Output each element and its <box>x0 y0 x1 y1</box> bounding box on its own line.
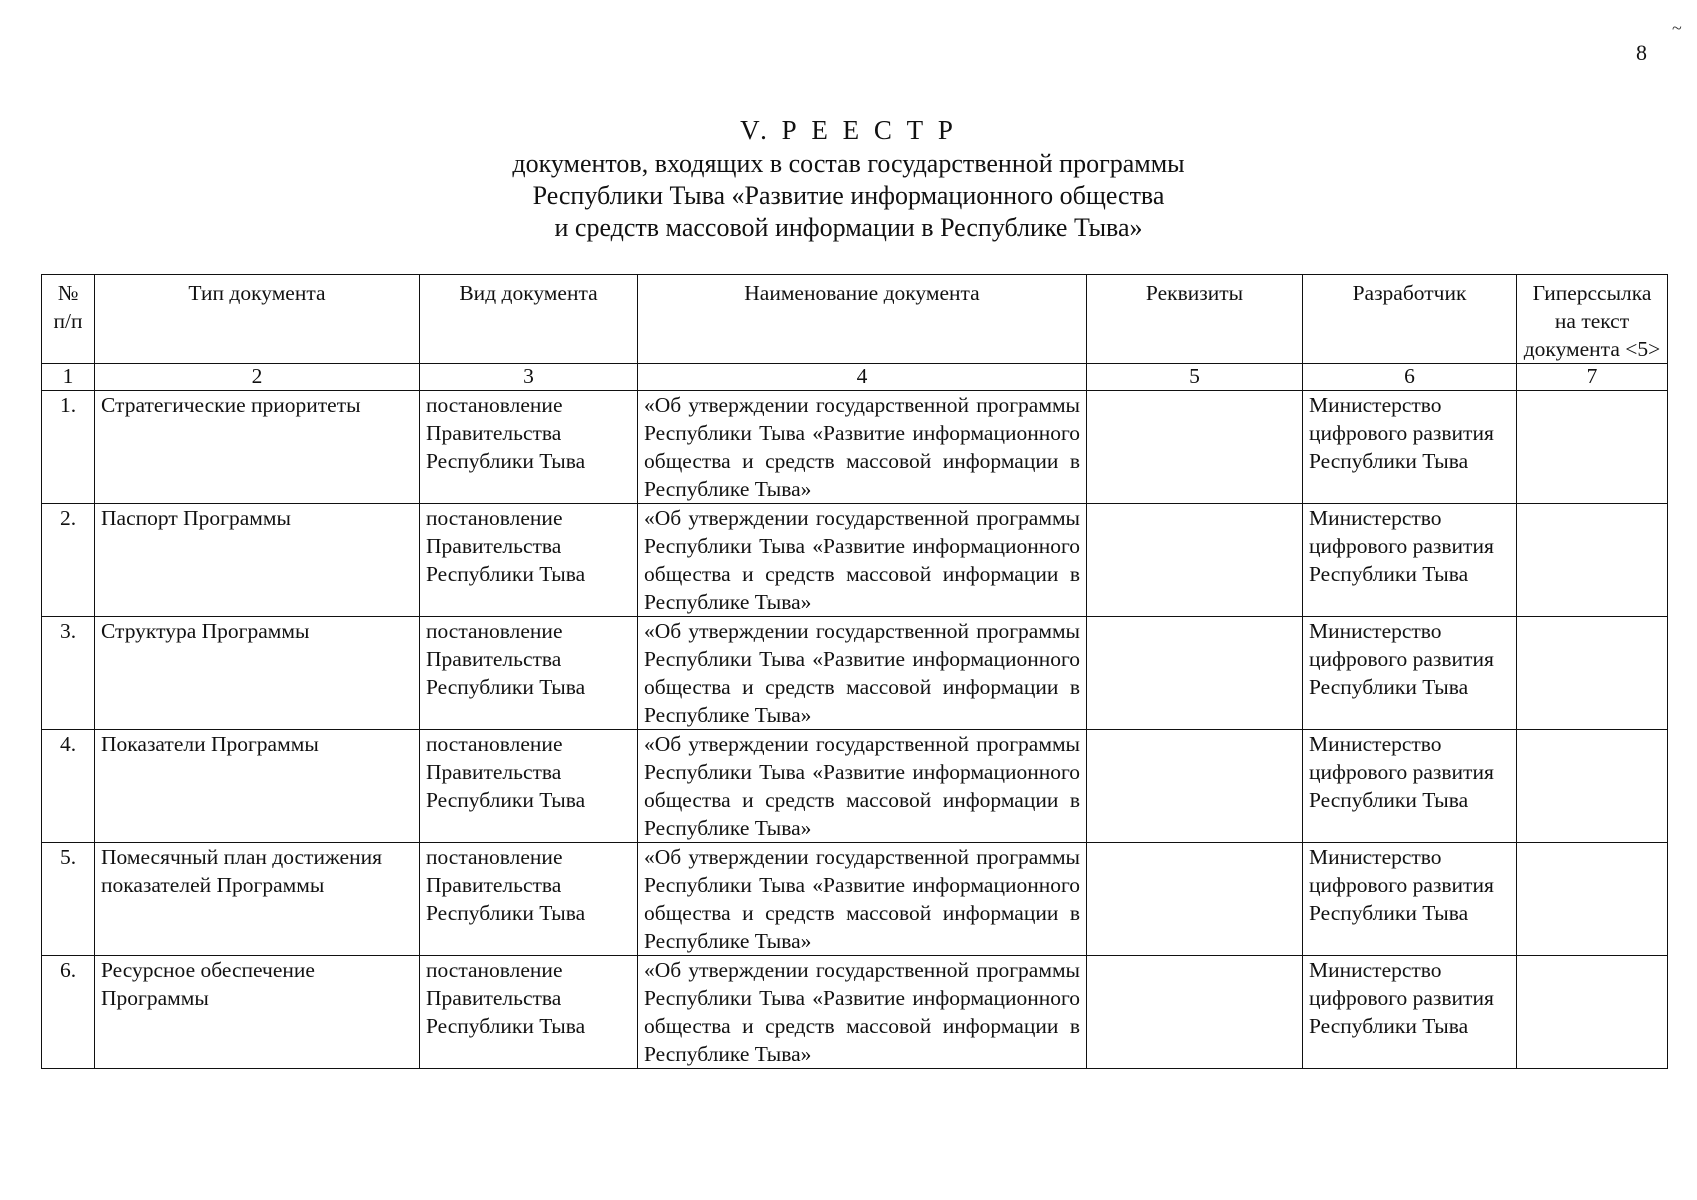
document-developer: Министерство цифрового развития Республики Тыва <box>1303 956 1517 1069</box>
column-number-row <box>42 364 1668 391</box>
header-cell-details: Реквизиты <box>1087 275 1303 364</box>
document-title <box>0 112 1697 244</box>
title-line-2: Республики Тыва «Развитие информационного общества <box>532 181 1165 210</box>
document-link <box>1517 956 1668 1069</box>
table-row <box>42 617 1668 730</box>
row-number: 6. <box>42 956 95 1069</box>
row-number: 3. <box>42 617 95 730</box>
corner-mark: ~ <box>1672 18 1682 38</box>
document-type: Стратегические приоритеты <box>95 391 420 504</box>
document-link <box>1517 391 1668 504</box>
table-row <box>42 391 1668 504</box>
column-number: 7 <box>1517 364 1668 391</box>
document-link <box>1517 843 1668 956</box>
column-number: 3 <box>420 364 638 391</box>
row-number: 2. <box>42 504 95 617</box>
header-cell-kind: Вид документа <box>420 275 638 364</box>
registry-table <box>41 274 1668 1069</box>
document-type: Структура Программы <box>95 617 420 730</box>
document-type: Паспорт Программы <box>95 504 420 617</box>
document-kind: постановление Правительства Республики Тыва <box>420 391 638 504</box>
header-cell-link: Гиперссылка на текст документа <5> <box>1517 275 1668 364</box>
document-developer: Министерство цифрового развития Республики Тыва <box>1303 504 1517 617</box>
title-line-1: документов, входящих в состав государственной программы <box>512 149 1185 178</box>
header-cell-type: Тип документа <box>95 275 420 364</box>
column-number: 2 <box>95 364 420 391</box>
header-cell-number: № п/п <box>42 275 95 364</box>
column-number: 4 <box>638 364 1087 391</box>
column-number: 6 <box>1303 364 1517 391</box>
document-type: Ресурсное обеспечение Программы <box>95 956 420 1069</box>
document-details <box>1087 956 1303 1069</box>
document-details <box>1087 730 1303 843</box>
document-kind: постановление Правительства Республики Тыва <box>420 956 638 1069</box>
header-cell-developer: Разработчик <box>1303 275 1517 364</box>
document-kind: постановление Правительства Республики Тыва <box>420 843 638 956</box>
document-name: «Об утверждении государственной программы Республики Тыва «Развитие информационного общества и средств массовой информации в Республике Тыва» <box>638 730 1087 843</box>
document-developer: Министерство цифрового развития Республики Тыва <box>1303 617 1517 730</box>
document-type: Показатели Программы <box>95 730 420 843</box>
document-kind: постановление Правительства Республики Тыва <box>420 617 638 730</box>
document-kind: постановление Правительства Республики Тыва <box>420 504 638 617</box>
document-link <box>1517 730 1668 843</box>
table-row <box>42 730 1668 843</box>
document-name: «Об утверждении государственной программы Республики Тыва «Развитие информационного общества и средств массовой информации в Республике Тыва» <box>638 617 1087 730</box>
document-developer: Министерство цифрового развития Республики Тыва <box>1303 391 1517 504</box>
document-type: Помесячный план достижения показателей Программы <box>95 843 420 956</box>
document-developer: Министерство цифрового развития Республики Тыва <box>1303 843 1517 956</box>
document-kind: постановление Правительства Республики Тыва <box>420 730 638 843</box>
document-developer: Министерство цифрового развития Республики Тыва <box>1303 730 1517 843</box>
header-row <box>42 275 1668 364</box>
document-name: «Об утверждении государственной программы Республики Тыва «Развитие информационного общества и средств массовой информации в Республике Тыва» <box>638 956 1087 1069</box>
title-line-3: и средств массовой информации в Республике Тыва» <box>554 213 1143 242</box>
header-cell-name: Наименование документа <box>638 275 1087 364</box>
row-number: 5. <box>42 843 95 956</box>
document-name: «Об утверждении государственной программы Республики Тыва «Развитие информационного общества и средств массовой информации в Республике Тыва» <box>638 391 1087 504</box>
row-number: 4. <box>42 730 95 843</box>
column-number: 5 <box>1087 364 1303 391</box>
document-details <box>1087 617 1303 730</box>
document-details <box>1087 843 1303 956</box>
document-link <box>1517 617 1668 730</box>
title-heading: V. Р Е Е С Т Р <box>740 115 957 145</box>
page-number: 8 <box>1636 40 1647 65</box>
table-row <box>42 504 1668 617</box>
row-number: 1. <box>42 391 95 504</box>
document-name: «Об утверждении государственной программы Республики Тыва «Развитие информационного общества и средств массовой информации в Республике Тыва» <box>638 504 1087 617</box>
document-details <box>1087 504 1303 617</box>
document-details <box>1087 391 1303 504</box>
table-row <box>42 956 1668 1069</box>
column-number: 1 <box>42 364 95 391</box>
document-link <box>1517 504 1668 617</box>
document-name: «Об утверждении государственной программы Республики Тыва «Развитие информационного общества и средств массовой информации в Республике Тыва» <box>638 843 1087 956</box>
table-row <box>42 843 1668 956</box>
